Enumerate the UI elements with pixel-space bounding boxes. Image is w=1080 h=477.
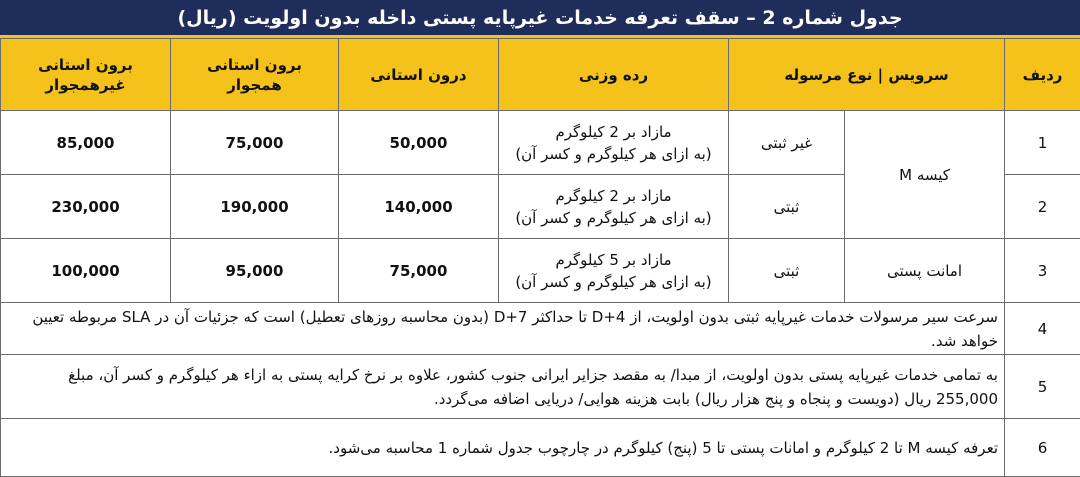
tariff-table [0,38,1080,477]
price-intra: 75,000 [339,239,499,303]
header-row-no: ردیف [1005,39,1080,111]
service-type: ثبتی [729,239,845,303]
table-row [1,239,1080,303]
header-intra-province: درون استانی [339,39,499,111]
note-row [1,303,1080,355]
weight-class [499,111,729,175]
note-row [1,419,1080,477]
row-number: 6 [1005,419,1080,477]
row-number: 3 [1005,239,1080,303]
table-title: جدول شماره 2 – سقف تعرفه خدمات غیرپایه پستی داخله بدون اولویت (ریال) [177,6,903,29]
header-non-neighbor-line1: برون استانی [38,55,133,74]
weight-line2: (به ازای هر کیلوگرم و کسر آن) [515,144,712,163]
price-non-neighbor: 100,000 [1,239,171,303]
header-weight: رده وزنی [499,39,729,111]
table-row [1,111,1080,175]
row-number: 1 [1005,111,1080,175]
note-text: تعرفه کیسه M تا 2 کیلوگرم و امانات پستی تا 5 (پنج) کیلوگرم در چارچوب جدول شماره 1 محاسبه می‌شود. [1,419,1005,477]
price-neighbor: 75,000 [171,111,339,175]
weight-line2: (به ازای هر کیلوگرم و کسر آن) [515,272,712,291]
header-row [1,39,1080,111]
price-neighbor: 190,000 [171,175,339,239]
header-non-neighbor-line2: غیرهمجوار [45,75,126,94]
header-neighbor [171,39,339,111]
service-type: غیر ثبتی [729,111,845,175]
row-number: 5 [1005,355,1080,419]
header-service: سرویس | نوع مرسوله [729,39,1005,111]
weight-class [499,175,729,239]
title-bar [0,0,1080,38]
weight-class [499,239,729,303]
weight-line1: مازاد بر 2 کیلوگرم [555,186,672,205]
header-neighbor-line2: همجوار [227,75,282,94]
row-number: 4 [1005,303,1080,355]
weight-line1: مازاد بر 5 کیلوگرم [555,250,672,269]
price-non-neighbor: 230,000 [1,175,171,239]
price-non-neighbor: 85,000 [1,111,171,175]
service-name: امانت پستی [845,239,1005,303]
header-non-neighbor [1,39,171,111]
note-row [1,355,1080,419]
price-intra: 140,000 [339,175,499,239]
service-type: ثبتی [729,175,845,239]
row-number: 2 [1005,175,1080,239]
service-name: کیسه M [845,111,1005,239]
note-text: به تمامی خدمات غیرپایه پستی بدون اولویت، از مبدا/ به مقصد جزایر ایرانی جنوب کشور، علاوه بر نرخ کرایه پستی به ازاء هر کیلوگرم و کسر آن، مبلغ 255,000 ریال (دویست و پنجاه و پنج هزار ریال) بابت هزینه هوایی/ دریایی اضافه می‌گردد. [1,355,1005,419]
note-text: سرعت سیر مرسولات خدمات غیرپایه ثبتی بدون اولویت، از D+4 تا حداکثر D+7 (بدون محاسبه روزهای تعطیل) است که جزئیات آن در SLA مربوطه تعیین خواهد شد. [1,303,1005,355]
price-neighbor: 95,000 [171,239,339,303]
price-intra: 50,000 [339,111,499,175]
weight-line2: (به ازای هر کیلوگرم و کسر آن) [515,208,712,227]
header-neighbor-line1: برون استانی [207,55,302,74]
weight-line1: مازاد بر 2 کیلوگرم [555,122,672,141]
